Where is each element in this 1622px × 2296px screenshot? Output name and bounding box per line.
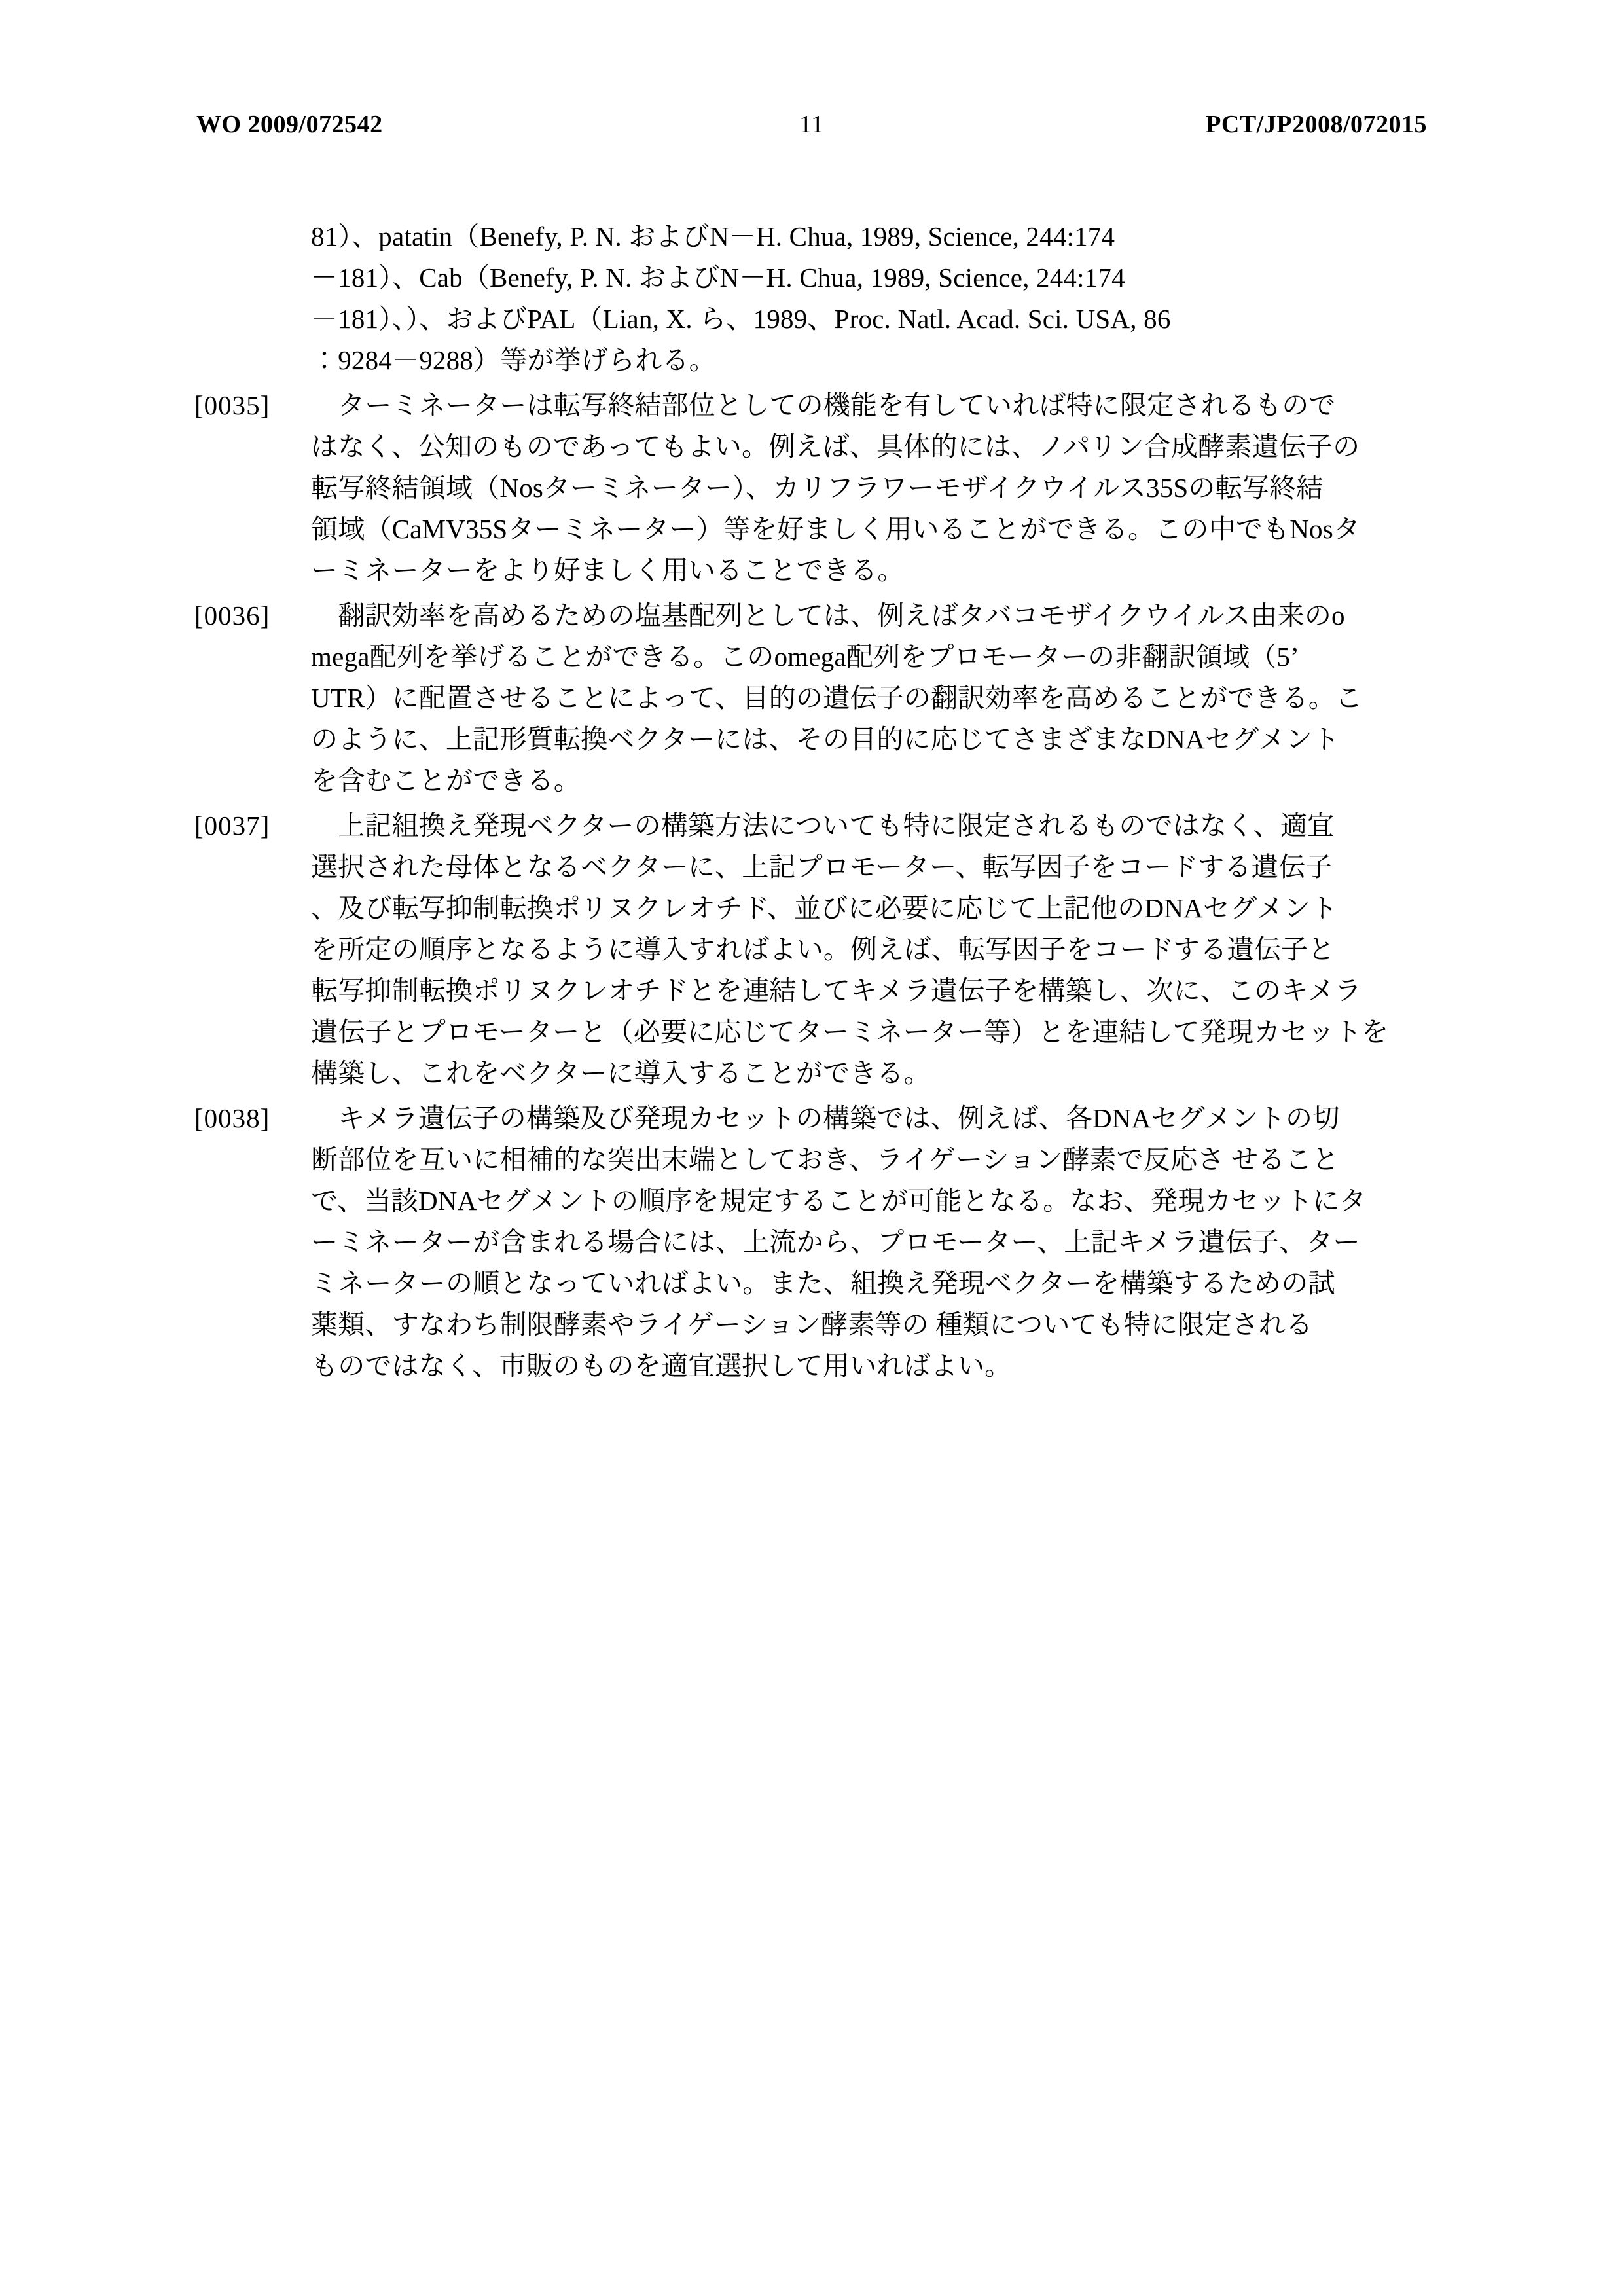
text-line: ーミネーターをより好ましく用いることできる。 <box>311 555 905 585</box>
paragraph-text <box>311 595 1441 801</box>
text-line: －181）、）、およびPAL（Lian, X. ら、1989、Proc. Natl. Acad. Sci. USA, 86 <box>311 304 1171 334</box>
paragraph-number: [0038] <box>194 1103 270 1133</box>
paragraph-number: [0035] <box>194 390 270 420</box>
paragraph-number: [0036] <box>194 600 270 630</box>
text-line: 翻訳効率を高めるための塩基配列としては、例えばタバコモザイクウイルス由来のo <box>311 600 1345 630</box>
text-line: －181）、Cab（Benefy, P. N. およびN－H. Chua, 1989, Science, 244:174 <box>311 263 1125 293</box>
text-line: 薬類、すなわち制限酵素やライゲーション酵素等の 種類についても特に限定される <box>311 1309 1313 1339</box>
paragraph <box>194 805 1441 1094</box>
text-line: ：9284－9288）等が挙げられる。 <box>311 345 716 375</box>
text-line: 転写抑制転換ポリヌクレオチドとを連結してキメラ遺伝子を構築し、次に、このキメラ <box>311 975 1362 1006</box>
application-number: PCT/JP2008/072015 <box>1206 111 1427 138</box>
text-line: を所定の順序となるように導入すればよい。例えば、転写因子をコードする遺伝子と <box>311 934 1335 964</box>
paragraph-text <box>311 216 1441 381</box>
text-line: 上記組換え発現ベクターの構築方法についても特に限定されるものではなく、適宜 <box>311 811 1335 841</box>
text-line: ミネーターの順となっていればよい。また、組換え発現ベクターを構築するための試 <box>311 1268 1335 1298</box>
text-line: 断部位を互いに相補的な突出末端としておき、ライゲーション酵素で反応さ せること <box>311 1144 1339 1175</box>
text-line: mega配列を挙げることができる。このomega配列をプロモーターの非翻訳領域（5’ <box>311 642 1299 672</box>
paragraph-text <box>311 805 1441 1094</box>
text-line: 転写終結領域（Nosターミネーター）、カリフラワーモザイクウイルス35Sの転写終結 <box>311 473 1324 503</box>
text-line: ーミネーターが含まれる場合には、上流から、プロモーター、上記キメラ遺伝子、ター <box>311 1227 1360 1257</box>
text-line: 81）、patatin（Benefy, P. N. およびN－H. Chua, 1989, Science, 244:174 <box>311 221 1115 251</box>
text-line: 、及び転写抑制転換ポリヌクレオチド、並びに必要に応じて上記他のDNAセグメント <box>311 893 1338 923</box>
text-line: 選択された母体となるベクターに、上記プロモーター、転写因子をコードする遺伝子 <box>311 852 1333 882</box>
text-line: 構築し、これをベクターに導入することができる。 <box>311 1058 931 1088</box>
paragraph <box>194 595 1441 801</box>
paragraph-text <box>311 385 1441 591</box>
body-text <box>194 216 1441 1391</box>
text-line: で、当該DNAセグメントの順序を規定することが可能となる。なお、発現カセットにタ <box>311 1186 1367 1216</box>
paragraph <box>194 1098 1441 1387</box>
page-header <box>196 110 1427 140</box>
paragraph-text <box>311 1098 1441 1387</box>
text-line: 遺伝子とプロモーターと（必要に応じてターミネーター等）とを連結して発現カセットを <box>311 1017 1389 1047</box>
text-line: UTR）に配置させることによって、目的の遺伝子の翻訳効率を高めることができる。こ <box>311 683 1363 713</box>
text-line: キメラ遺伝子の構築及び発現カセットの構築では、例えば、各DNAセグメントの切 <box>311 1103 1340 1133</box>
text-line: を含むことができる。 <box>311 765 581 795</box>
text-line: のように、上記形質転換ベクターには、その目的に応じてさまざまなDNAセグメント <box>311 724 1340 754</box>
text-line: はなく、公知のものであってもよい。例えば、具体的には、ノパリン合成酵素遺伝子の <box>311 431 1360 462</box>
publication-number: WO 2009/072542 <box>196 111 383 138</box>
text-line: ターミネーターは転写終結部位としての機能を有していれば特に限定されるもので <box>311 390 1336 420</box>
text-line: ものではなく、市販のものを適宜選択して用いればよい。 <box>311 1351 1012 1381</box>
paragraph <box>194 385 1441 591</box>
page-number: 11 <box>799 111 824 138</box>
text-line: 領域（CaMV35Sターミネーター）等を好ましく用いることができる。この中でもNosタ <box>311 514 1361 544</box>
paragraph <box>194 216 1441 381</box>
paragraph-number: [0037] <box>194 811 270 841</box>
